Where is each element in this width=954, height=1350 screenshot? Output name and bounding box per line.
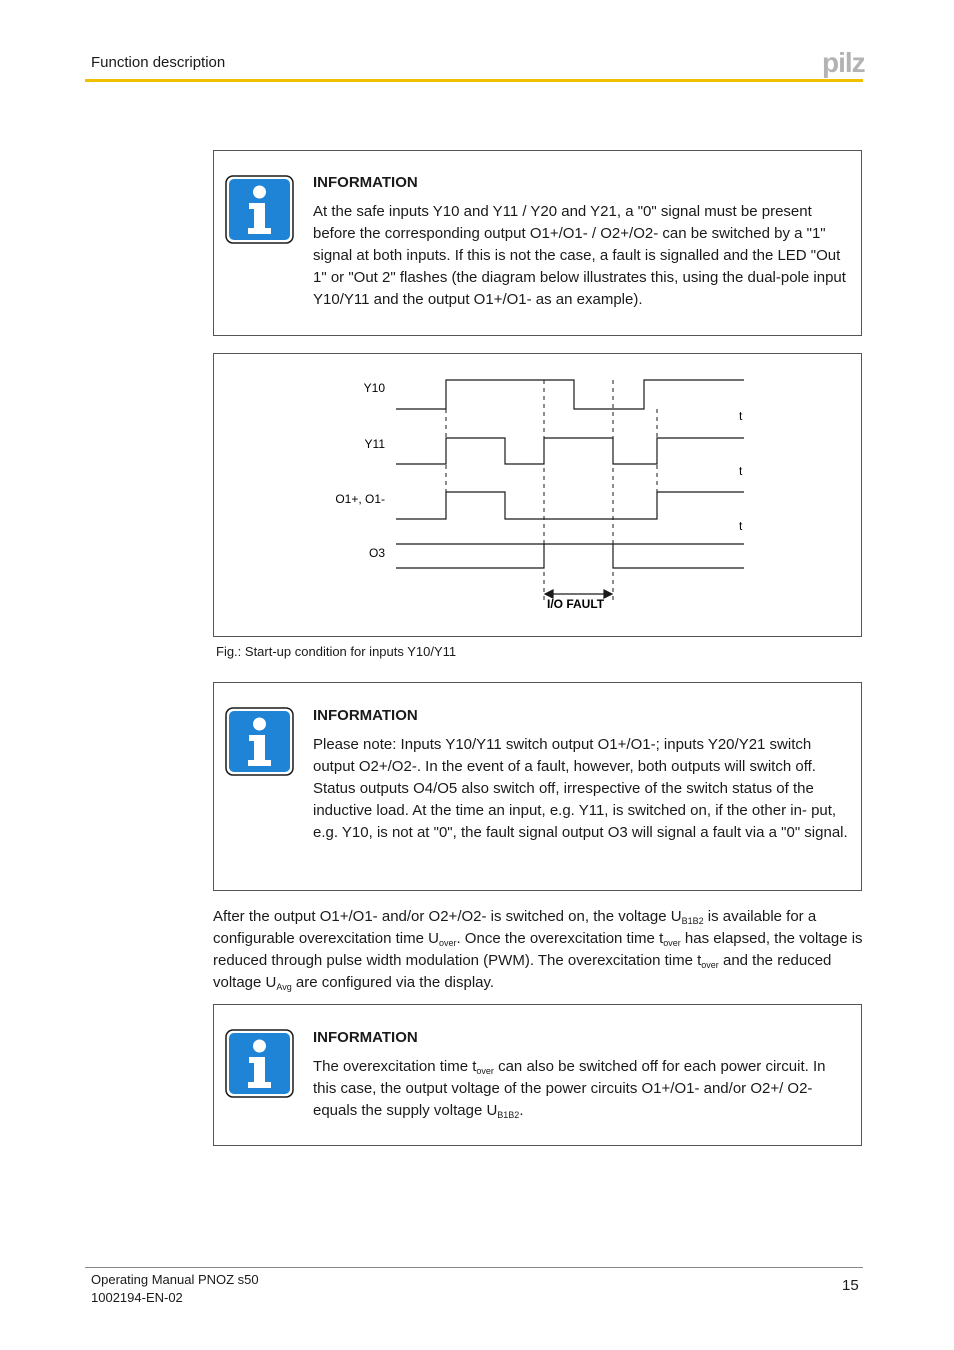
signal-label-y10: Y10 (363, 381, 385, 395)
signal-trace-y10 (396, 380, 744, 409)
signal-trace-y11 (396, 438, 744, 464)
footer-doc-number: 1002194-EN-02 (91, 1290, 183, 1305)
timing-diagram-box (213, 353, 862, 637)
time-axis-label: t (739, 464, 743, 478)
signal-label-o1: O1+, O1- (335, 492, 385, 506)
info-heading: INFORMATION (313, 1029, 418, 1046)
timing-diagram (214, 354, 861, 636)
information-icon (225, 1029, 294, 1098)
information-icon (225, 175, 294, 244)
time-axis-label: t (739, 409, 743, 423)
signal-trace-o1 (396, 492, 744, 519)
info-box-2 (213, 682, 862, 891)
info-heading: INFORMATION (313, 174, 418, 191)
footer-rule (85, 1267, 863, 1268)
footer-manual-title: Operating Manual PNOZ s50 (91, 1272, 259, 1287)
pilz-logo: pilz (822, 47, 865, 78)
page-number: 15 (842, 1277, 859, 1294)
information-icon (225, 707, 294, 776)
time-axis-label: t (739, 519, 743, 533)
signal-label-y11: Y11 (364, 437, 385, 451)
info-box-1 (213, 150, 862, 336)
fault-label: I/O FAULT (547, 597, 605, 611)
signal-label-o3: O3 (368, 546, 385, 560)
header-rule (85, 79, 863, 82)
signal-trace-o3 (396, 544, 744, 568)
figure-caption: Fig.: Start-up condition for inputs Y10/Y11 (216, 644, 457, 659)
fault-arrow-head-right (604, 590, 612, 598)
info-heading: INFORMATION (313, 707, 418, 724)
info-box-3 (213, 1004, 862, 1146)
info-body: At the safe inputs Y10 and Y11 / Y20 and Y21, a "0" signal must be present before the corresponding output O1+/O1- / O2+/O2- can be switched by a "1" signal at both inputs. If this is not the case, a fault is signalled and the LED "Out 1" or "Out 2" flashes (the diagram below illustrates this, using the dual-pole input Y10/Y11 and the output O1+/O1- as an example). (313, 203, 846, 308)
header-title: Function description (91, 54, 226, 71)
info-body: Please note: Inputs Y10/Y11 switch output O1+/O1-; inputs Y20/Y21 switch output O2+/O2-. In the event of a fault, however, both outputs will switch off. Status outputs O4/O5 also switch off, irrespective of the switch status of the inductive load. At the time an input, e.g. Y11, is switched on, if the other in- put, e.g. Y10, is not at "0", the fault signal output O3 will signal a fault via a "0" signal. (313, 736, 848, 841)
body-paragraph: After the output O1+/O1- and/or O2+/O2- is switched on, the voltage $U_{B1B2}$ is available for a configurable overexcitation time $U_{over}$. Once the overexcitation time $t_{over}$ has elapsed, the voltage is reduced through pulse width modulation (PWM). The overexcitation time $t_{over}$ and the reduced voltage $U_{Avg}$ are configured via the display. (213, 908, 863, 992)
info-body: The overexcitation time $t_{over}$ can also be switched off for each power circuit. In this case, the output voltage of the power circuits O1+/O1- and/or O2+/ O2- equals the supply voltage $U_{B1B2}$. (313, 1058, 826, 1120)
